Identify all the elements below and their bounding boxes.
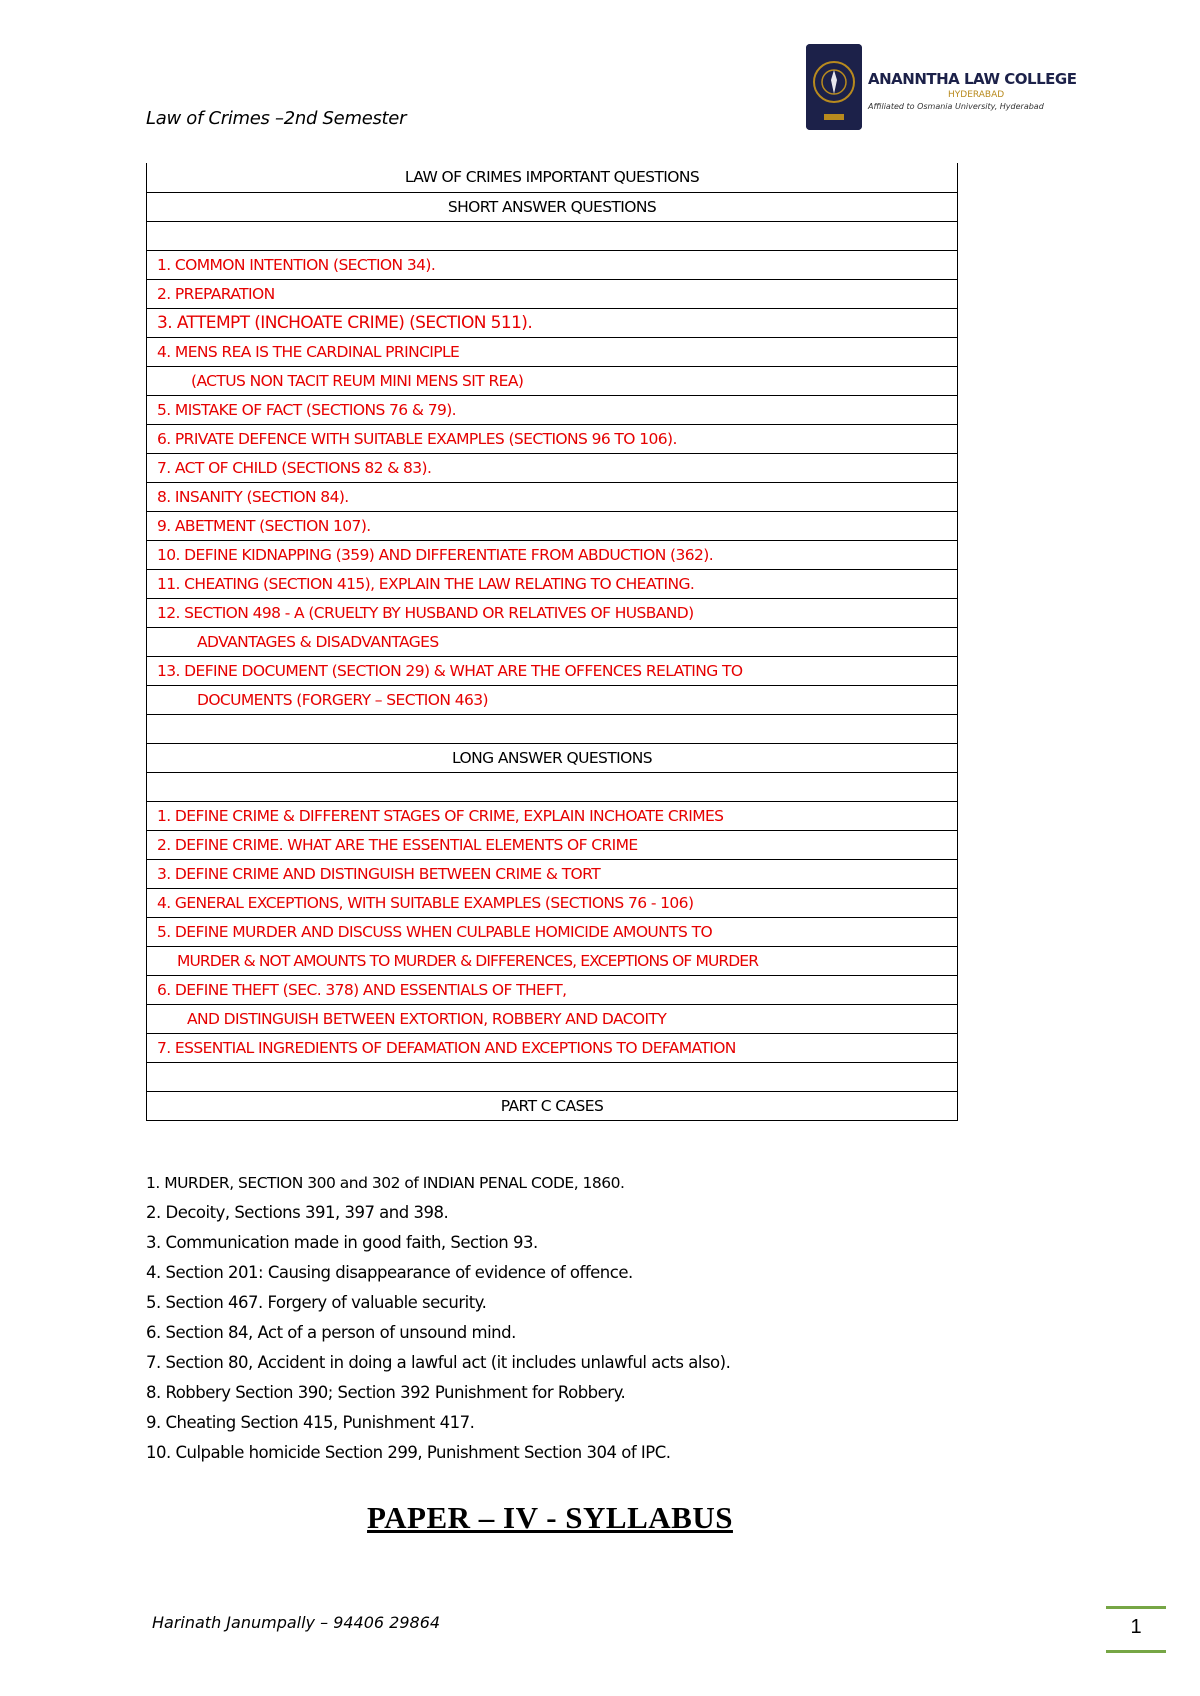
case-item: 1. MURDER, SECTION 300 and 302 of INDIAN PENAL CODE, 1860.	[146, 1174, 625, 1192]
short-question-continued: ADVANTAGES & DISADVANTAGES	[147, 627, 958, 656]
blank-row	[147, 221, 958, 250]
long-question: 5. DEFINE MURDER AND DISCUSS WHEN CULPABLE HOMICIDE AMOUNTS TO	[147, 917, 958, 946]
short-answer-heading: SHORT ANSWER QUESTIONS	[147, 192, 958, 221]
short-question: 7. ACT OF CHILD (SECTIONS 82 & 83).	[147, 453, 958, 482]
short-question: 6. PRIVATE DEFENCE WITH SUITABLE EXAMPLES (SECTIONS 96 TO 106).	[147, 424, 958, 453]
syllabus-heading: PAPER – IV - SYLLABUS	[367, 1500, 733, 1535]
long-question: 7. ESSENTIAL INGREDIENTS OF DEFAMATION AND EXCEPTIONS TO DEFAMATION	[147, 1033, 958, 1062]
college-logo	[806, 44, 1077, 130]
cases-list	[146, 1168, 730, 1468]
questions-table	[146, 163, 958, 1121]
short-question: 13. DEFINE DOCUMENT (SECTION 29) & WHAT ARE THE OFFENCES RELATING TO	[147, 656, 958, 685]
short-question-continued: (ACTUS NON TACIT REUM MINI MENS SIT REA)	[147, 366, 958, 395]
short-question: 12. SECTION 498 - A (CRUELTY BY HUSBAND OR RELATIVES OF HUSBAND)	[147, 598, 958, 627]
footer-author: Harinath Janumpally – 94406 29864	[152, 1613, 441, 1632]
blank-row	[147, 772, 958, 801]
table-title: LAW OF CRIMES IMPORTANT QUESTIONS	[147, 163, 958, 192]
blank-row	[147, 714, 958, 743]
long-answer-heading: LONG ANSWER QUESTIONS	[147, 743, 958, 772]
case-item: 5. Section 467. Forgery of valuable security.	[146, 1293, 487, 1312]
long-question: 4. GENERAL EXCEPTIONS, WITH SUITABLE EXAMPLES (SECTIONS 76 - 106)	[147, 888, 958, 917]
short-question: 8. INSANITY (SECTION 84).	[147, 482, 958, 511]
long-question-continued: AND DISTINGUISH BETWEEN EXTORTION, ROBBERY AND DACOITY	[147, 1004, 958, 1033]
case-item: 7. Section 80, Accident in doing a lawful act (it includes unlawful acts also).	[146, 1353, 731, 1372]
logo-city: HYDERABAD	[948, 90, 1005, 100]
short-question: 11. CHEATING (SECTION 415), EXPLAIN THE LAW RELATING TO CHEATING.	[147, 569, 958, 598]
short-question: 5. MISTAKE OF FACT (SECTIONS 76 & 79).	[147, 395, 958, 424]
header-title: Law of Crimes –2nd Semester	[146, 108, 407, 129]
page-rule-top	[1106, 1606, 1166, 1609]
short-question: 3. ATTEMPT (INCHOATE CRIME) (SECTION 511).	[147, 308, 958, 337]
case-item: 2. Decoity, Sections 391, 397 and 398.	[146, 1203, 449, 1222]
page-number: 1	[1130, 1616, 1142, 1638]
college-crest-icon	[806, 44, 862, 130]
blank-row	[147, 1062, 958, 1091]
short-question-continued: DOCUMENTS (FORGERY – SECTION 463)	[147, 685, 958, 714]
logo-affiliation: Affiliated to Osmania University, Hyderabad	[868, 102, 1044, 111]
long-question-continued: MURDER & NOT AMOUNTS TO MURDER & DIFFERENCES, EXCEPTIONS OF MURDER	[147, 946, 958, 975]
short-question: 10. DEFINE KIDNAPPING (359) AND DIFFERENTIATE FROM ABDUCTION (362).	[147, 540, 958, 569]
long-question: 3. DEFINE CRIME AND DISTINGUISH BETWEEN CRIME & TORT	[147, 859, 958, 888]
case-item: 9. Cheating Section 415, Punishment 417.	[146, 1413, 475, 1432]
case-item: 4. Section 201: Causing disappearance of evidence of offence.	[146, 1263, 633, 1282]
case-item: 10. Culpable homicide Section 299, Punishment Section 304 of IPC.	[146, 1443, 671, 1462]
case-item: 6. Section 84, Act of a person of unsound mind.	[146, 1323, 516, 1342]
case-item: 3. Communication made in good faith, Section 93.	[146, 1233, 538, 1252]
page-rule-bottom	[1106, 1650, 1166, 1653]
case-item: 8. Robbery Section 390; Section 392 Punishment for Robbery.	[146, 1383, 626, 1402]
short-question: 9. ABETMENT (SECTION 107).	[147, 511, 958, 540]
logo-college-name: ANANNTHA LAW COLLEGE	[868, 70, 1077, 88]
short-question: 4. MENS REA IS THE CARDINAL PRINCIPLE	[147, 337, 958, 366]
long-question: 6. DEFINE THEFT (SEC. 378) AND ESSENTIALS OF THEFT,	[147, 975, 958, 1004]
short-question: 1. COMMON INTENTION (SECTION 34).	[147, 250, 958, 279]
long-question: 2. DEFINE CRIME. WHAT ARE THE ESSENTIAL ELEMENTS OF CRIME	[147, 830, 958, 859]
long-question: 1. DEFINE CRIME & DIFFERENT STAGES OF CRIME, EXPLAIN INCHOATE CRIMES	[147, 801, 958, 830]
short-question: 2. PREPARATION	[147, 279, 958, 308]
part-c-heading: PART C CASES	[147, 1091, 958, 1120]
